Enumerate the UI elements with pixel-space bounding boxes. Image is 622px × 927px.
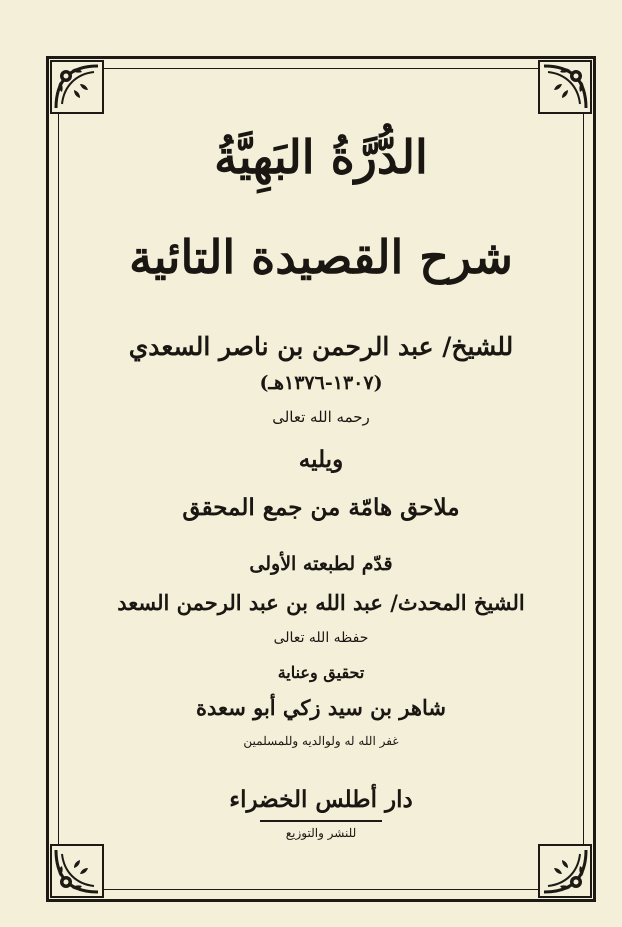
book-subtitle: شرح القصيدة التائية (129, 230, 513, 284)
floral-corner-icon (538, 60, 592, 114)
foreword-author: الشيخ المحدث/ عبد الله بن عبد الرحمن السعد (117, 590, 525, 615)
editor-supplication: غفر الله له ولوالديه وللمسلمين (243, 734, 399, 748)
publisher-divider (260, 820, 382, 822)
foreword-label: قدّم لطبعته الأولى (249, 553, 393, 575)
editor-name: شاهر بن سيد زكي أبو سعدة (196, 695, 446, 720)
appendices-title: ملاحق هامّة من جمع المحقق (182, 494, 460, 521)
cover-text-block (70, 110, 572, 870)
followed-by-label: ويليه (298, 446, 344, 473)
publisher-name: دار أطلس الخضراء (229, 786, 413, 813)
foreword-author-supplication: حفظه الله تعالى (273, 630, 369, 646)
author-name: للشيخ/ عبد الرحمن بن ناصر السعدي (128, 332, 514, 361)
author-supplication: رحمه الله تعالى (272, 408, 370, 426)
book-title: الدُّرَّةُ البَهِيَّةُ (214, 130, 428, 184)
author-dates: (١٣٠٧-١٣٧٦هـ) (259, 372, 383, 394)
publisher-tagline: للنشر والتوزيع (285, 826, 357, 840)
editing-label: تحقيق وعناية (277, 663, 365, 682)
floral-corner-icon (50, 60, 104, 114)
